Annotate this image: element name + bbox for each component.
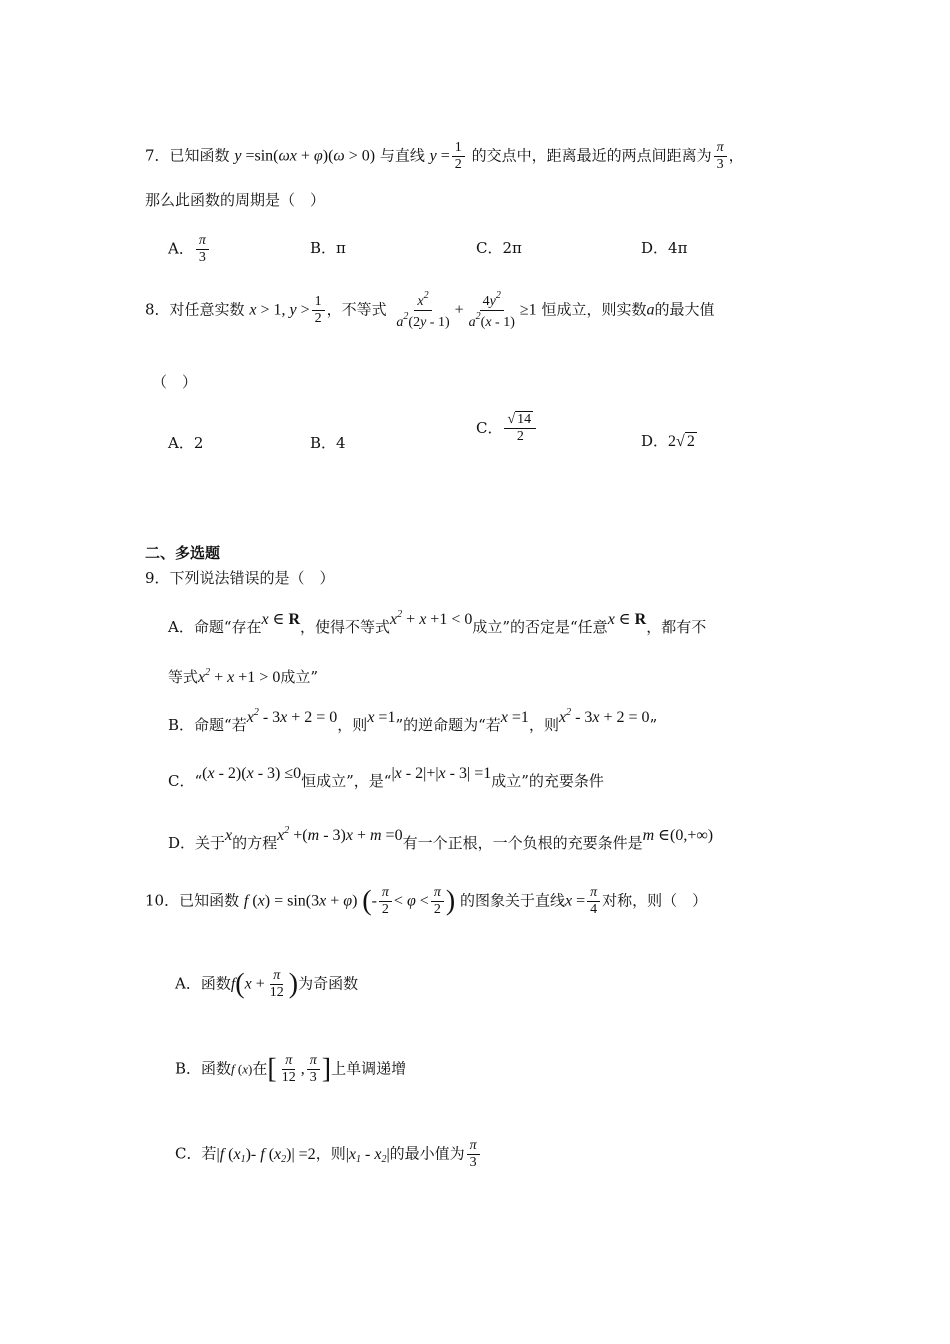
q8-end: 恒成立，则实数: [541, 300, 647, 319]
q9-option-b: B．命题“若$x^2 - 3x + 2 = 0$，则x =1”的逆命题为“若x =1，则$x^2 - 3x + 2 = 0$”: [168, 707, 658, 734]
q8-line2: （ ）: [152, 373, 198, 391]
q9-option-c: C．“(x - 2)(x - 3) ≤0恒成立”，是“|x - 2|+|x - 3| =1成立”的充要条件: [168, 765, 604, 790]
q8-cond: x > 1, y >: [249, 301, 310, 319]
q9-option-a-line2: 等式$x^2 + x +1 > 0$成立”: [168, 667, 318, 686]
q7-option-a: A． $\frac{\pi}{3}$: [168, 233, 211, 266]
q7-option-d: D．4π: [641, 239, 688, 257]
q8-line1: 8．对任意实数 x > 1, y > $\frac{1}{2}$ ，不等式 $\frac{x^2}{a^2(2y - 1)}$ + $\frac{4y^2}{a^2(x - 1)}$ ≥1 恒成立，则实数a的最大值: [145, 290, 715, 331]
q7-dist-fraction: $\frac{\pi}{3}$: [714, 140, 727, 173]
section-title: 二、多选题: [145, 544, 221, 562]
q10-option-c: C．若|f $(x_1)-$ f $(x_2)| =2$，则$|x_1 - x_2|$的最小值为 $\frac{\pi}{3}$: [175, 1138, 482, 1171]
q7-option-c: C．2π: [476, 239, 522, 257]
q10-line1: 10．已知函数 f (x) = sin(3x + φ) (- $\frac{\pi}{2}$ < φ < $\frac{\pi}{2}$ ) 的图象关于直线x = $\frac{\pi}{4}$ 对称，则（ ）: [145, 885, 708, 918]
q10-option-b: B．函数f (x)在[ $\frac{\pi}{12}$ , $\frac{\pi}{3}$ ]上单调递增: [175, 1053, 407, 1086]
q8-ineq-frac1: $\frac{x^2}{a^2(2y - 1)}$: [396, 290, 450, 331]
q8-option-c: C． $\frac{√ 14}{2}$: [476, 412, 538, 445]
q7-formula: y =sin(ωx + φ)(ω > 0): [234, 147, 376, 165]
q9-option-d: D．关于x的方程$x^2 +(m - 3)x + m =0$有一个正根，一个负根的充要条件是m ∈(0,+∞): [168, 825, 714, 852]
q7-half-fraction: $\frac{1}{2}$: [452, 140, 465, 173]
q8-option-b: B．4: [310, 434, 346, 452]
q9-stem: 9．下列说法错误的是（ ）: [145, 569, 335, 587]
q8-ineq-frac2: $\frac{4y^2}{a^2(x - 1)}$: [468, 290, 515, 331]
q7-line2: 那么此函数的周期是（ ）: [145, 191, 326, 209]
q8-option-d: D．2√ 2: [641, 432, 695, 450]
q8-mid: ，不等式: [326, 300, 387, 319]
q8-option-a: A．2: [168, 434, 204, 452]
q7-line1: 7．已知函数 y =sin(ωx + φ)(ω > 0) 与直线 y = $\frac{1}{2}$ 的交点中，距离最近的两点间距离为 $\frac{\pi}{3}$ ，: [145, 140, 744, 173]
q7-text2: 的交点中，距离最近的两点间距离为: [471, 146, 712, 165]
q7-prefix: 7．已知函数: [145, 146, 230, 165]
q7-mid: 与直线: [379, 146, 425, 165]
q7-line-eq: y =: [429, 147, 450, 165]
q7-option-b: B．π: [310, 239, 346, 257]
q10-option-a: A．函数f(x + $\frac{\pi}{12}$ )为奇函数: [175, 968, 359, 1001]
q9-option-a-line1: A．命题“存在x ∈ R，使得不等式$x^2 + x +1 < 0$成立”的否定是“任意x ∈ R，都有不: [168, 609, 707, 636]
q8-var: a: [646, 301, 655, 319]
q8-prefix: 8．对任意实数: [145, 300, 245, 319]
